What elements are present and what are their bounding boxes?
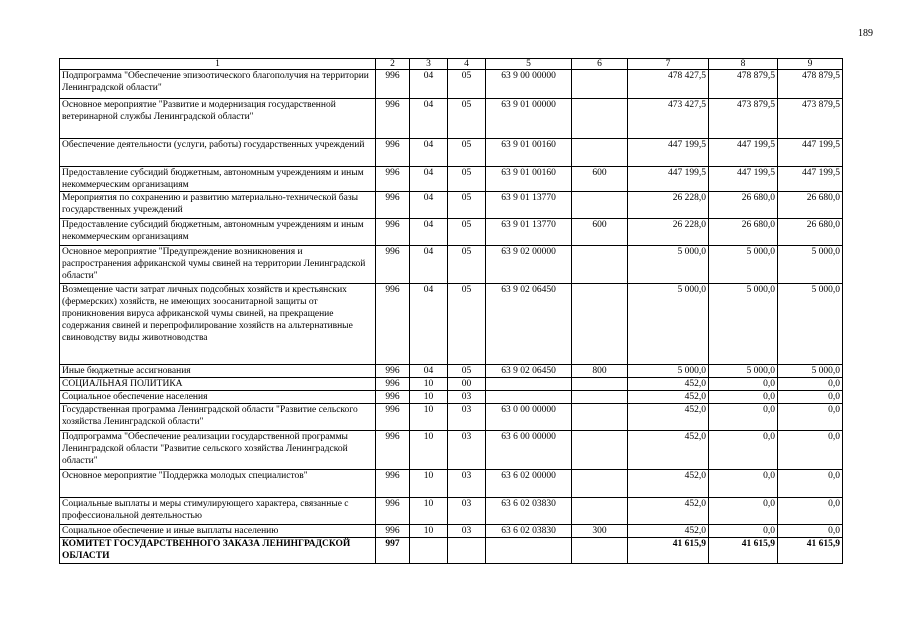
col2-code: 996 <box>376 378 410 391</box>
row-name: Подпрограмма "Обеспечение реализации государственной программы Ленинградской области "Развитие сельского хозяйства Ленинградской области" <box>60 431 376 470</box>
col6-code <box>572 139 628 167</box>
col6-code: 600 <box>572 167 628 192</box>
col7-amount: 447 199,5 <box>628 139 709 167</box>
col4-code: 00 <box>448 378 486 391</box>
col7-amount: 452,0 <box>628 431 709 470</box>
col9-amount: 41 615,9 <box>778 538 843 564</box>
col7-amount: 26 228,0 <box>628 219 709 246</box>
col2-code: 996 <box>376 99 410 139</box>
col9-amount: 0,0 <box>778 470 843 498</box>
table-row <box>60 284 843 365</box>
table-row <box>60 498 843 525</box>
col4-code: 05 <box>448 99 486 139</box>
col6-code <box>572 99 628 139</box>
row-name: СОЦИАЛЬНАЯ ПОЛИТИКА <box>60 378 376 391</box>
col3-code: 04 <box>410 246 448 284</box>
col4-code: 05 <box>448 70 486 99</box>
col3-code: 10 <box>410 431 448 470</box>
col5-code <box>486 538 572 564</box>
col9-amount: 0,0 <box>778 431 843 470</box>
col4-code: 03 <box>448 525 486 538</box>
col8-amount: 26 680,0 <box>709 219 778 246</box>
col3-code: 10 <box>410 378 448 391</box>
col5-code: 63 6 02 03830 <box>486 525 572 538</box>
col8-amount: 26 680,0 <box>709 192 778 219</box>
col3-code <box>410 538 448 564</box>
row-name: Предоставление субсидий бюджетным, автономным учреждениям и иным некоммерческим организациям <box>60 219 376 246</box>
col9-amount: 447 199,5 <box>778 167 843 192</box>
col9-amount: 5 000,0 <box>778 284 843 365</box>
col8-amount: 41 615,9 <box>709 538 778 564</box>
col7-amount: 452,0 <box>628 470 709 498</box>
column-header: 6 <box>572 59 628 70</box>
col9-amount: 478 879,5 <box>778 70 843 99</box>
col3-code: 04 <box>410 99 448 139</box>
col6-code <box>572 404 628 431</box>
col3-code: 04 <box>410 219 448 246</box>
table-row <box>60 365 843 378</box>
col2-code: 996 <box>376 246 410 284</box>
row-name: Мероприятия по сохранению и развитию материально-технической базы государственных учреждений <box>60 192 376 219</box>
col9-amount: 5 000,0 <box>778 246 843 284</box>
col5-code: 63 6 02 03830 <box>486 498 572 525</box>
col3-code: 04 <box>410 139 448 167</box>
col4-code: 05 <box>448 167 486 192</box>
column-header: 9 <box>778 59 843 70</box>
row-name: Основное мероприятие "Предупреждение возникновения и распространения африканской чумы свиней на территории Ленинградской области" <box>60 246 376 284</box>
col3-code: 04 <box>410 167 448 192</box>
col2-code: 997 <box>376 538 410 564</box>
col3-code: 04 <box>410 70 448 99</box>
column-header: 1 <box>60 59 376 70</box>
col4-code: 05 <box>448 246 486 284</box>
table-row <box>60 192 843 219</box>
col7-amount: 41 615,9 <box>628 538 709 564</box>
table-row <box>60 246 843 284</box>
col5-code <box>486 391 572 404</box>
col4-code: 03 <box>448 498 486 525</box>
col9-amount: 447 199,5 <box>778 139 843 167</box>
col6-code <box>572 470 628 498</box>
col3-code: 04 <box>410 284 448 365</box>
table-row <box>60 167 843 192</box>
col5-code: 63 9 01 00000 <box>486 99 572 139</box>
col3-code: 10 <box>410 498 448 525</box>
col8-amount: 5 000,0 <box>709 365 778 378</box>
col5-code: 63 9 02 00000 <box>486 246 572 284</box>
col8-amount: 447 199,5 <box>709 167 778 192</box>
col2-code: 996 <box>376 391 410 404</box>
col2-code: 996 <box>376 404 410 431</box>
col4-code: 05 <box>448 192 486 219</box>
table-row <box>60 378 843 391</box>
col7-amount: 5 000,0 <box>628 284 709 365</box>
row-name: КОМИТЕТ ГОСУДАРСТВЕННОГО ЗАКАЗА ЛЕНИНГРАДСКОЙ ОБЛАСТИ <box>60 538 376 564</box>
table-row <box>60 219 843 246</box>
col6-code <box>572 538 628 564</box>
col8-amount: 0,0 <box>709 470 778 498</box>
row-name: Подпрограмма "Обеспечение эпизоотического благополучия на территории Ленинградской области" <box>60 70 376 99</box>
col2-code: 996 <box>376 284 410 365</box>
row-name: Социальные выплаты и меры стимулирующего характера, связанные с профессиональной деятельностью <box>60 498 376 525</box>
col8-amount: 473 879,5 <box>709 99 778 139</box>
table-row <box>60 70 843 99</box>
col6-code <box>572 192 628 219</box>
col3-code: 10 <box>410 404 448 431</box>
col7-amount: 26 228,0 <box>628 192 709 219</box>
col6-code <box>572 70 628 99</box>
col9-amount: 26 680,0 <box>778 192 843 219</box>
col3-code: 10 <box>410 470 448 498</box>
budget-table <box>59 58 843 564</box>
col9-amount: 473 879,5 <box>778 99 843 139</box>
col5-code: 63 9 02 06450 <box>486 365 572 378</box>
col6-code <box>572 378 628 391</box>
col8-amount: 0,0 <box>709 498 778 525</box>
col5-code: 63 9 00 00000 <box>486 70 572 99</box>
table-row <box>60 139 843 167</box>
col6-code: 300 <box>572 525 628 538</box>
col3-code: 10 <box>410 525 448 538</box>
col6-code <box>572 431 628 470</box>
col2-code: 996 <box>376 498 410 525</box>
column-header: 4 <box>448 59 486 70</box>
col4-code: 05 <box>448 284 486 365</box>
row-name: Иные бюджетные ассигнования <box>60 365 376 378</box>
column-header: 3 <box>410 59 448 70</box>
row-name: Государственная программа Ленинградской области "Развитие сельского хозяйства Ленинградской области" <box>60 404 376 431</box>
row-name: Основное мероприятие "Поддержка молодых специалистов" <box>60 470 376 498</box>
col7-amount: 478 427,5 <box>628 70 709 99</box>
column-header: 8 <box>709 59 778 70</box>
col3-code: 04 <box>410 365 448 378</box>
col5-code: 63 9 01 00160 <box>486 167 572 192</box>
table-row <box>60 538 843 564</box>
col5-code: 63 6 02 00000 <box>486 470 572 498</box>
col9-amount: 5 000,0 <box>778 365 843 378</box>
col7-amount: 452,0 <box>628 391 709 404</box>
table-row <box>60 470 843 498</box>
col7-amount: 5 000,0 <box>628 246 709 284</box>
row-name: Социальное обеспечение населения <box>60 391 376 404</box>
col2-code: 996 <box>376 365 410 378</box>
col8-amount: 0,0 <box>709 391 778 404</box>
col4-code: 05 <box>448 219 486 246</box>
col5-code: 63 9 01 00160 <box>486 139 572 167</box>
col4-code <box>448 538 486 564</box>
col5-code: 63 9 01 13770 <box>486 192 572 219</box>
row-name: Социальное обеспечение и иные выплаты населению <box>60 525 376 538</box>
col9-amount: 0,0 <box>778 404 843 431</box>
col8-amount: 5 000,0 <box>709 246 778 284</box>
col6-code <box>572 284 628 365</box>
col5-code: 63 6 00 00000 <box>486 431 572 470</box>
table-row <box>60 431 843 470</box>
col8-amount: 0,0 <box>709 378 778 391</box>
table-body <box>60 70 843 564</box>
col2-code: 996 <box>376 470 410 498</box>
col4-code: 03 <box>448 470 486 498</box>
col6-code: 600 <box>572 219 628 246</box>
col2-code: 996 <box>376 139 410 167</box>
row-name: Основное мероприятие "Развитие и модернизация государственной ветеринарной службы Ленинградской области" <box>60 99 376 139</box>
col8-amount: 5 000,0 <box>709 284 778 365</box>
col2-code: 996 <box>376 431 410 470</box>
col8-amount: 447 199,5 <box>709 139 778 167</box>
col4-code: 03 <box>448 431 486 470</box>
col5-code <box>486 378 572 391</box>
col3-code: 10 <box>410 391 448 404</box>
col7-amount: 452,0 <box>628 404 709 431</box>
col4-code: 05 <box>448 365 486 378</box>
col8-amount: 478 879,5 <box>709 70 778 99</box>
col5-code: 63 0 00 00000 <box>486 404 572 431</box>
col3-code: 04 <box>410 192 448 219</box>
col7-amount: 5 000,0 <box>628 365 709 378</box>
table-row <box>60 391 843 404</box>
row-name: Предоставление субсидий бюджетным, автономным учреждениям и иным некоммерческим организациям <box>60 167 376 192</box>
col7-amount: 452,0 <box>628 525 709 538</box>
col7-amount: 473 427,5 <box>628 99 709 139</box>
col6-code <box>572 246 628 284</box>
col7-amount: 452,0 <box>628 378 709 391</box>
col2-code: 996 <box>376 167 410 192</box>
col2-code: 996 <box>376 70 410 99</box>
col5-code: 63 9 01 13770 <box>486 219 572 246</box>
table-row <box>60 525 843 538</box>
col9-amount: 0,0 <box>778 525 843 538</box>
col6-code: 800 <box>572 365 628 378</box>
col8-amount: 0,0 <box>709 431 778 470</box>
page-number: 189 <box>858 28 873 39</box>
column-header: 2 <box>376 59 410 70</box>
col9-amount: 26 680,0 <box>778 219 843 246</box>
col9-amount: 0,0 <box>778 498 843 525</box>
col7-amount: 452,0 <box>628 498 709 525</box>
col9-amount: 0,0 <box>778 391 843 404</box>
table-row <box>60 404 843 431</box>
row-name: Возмещение части затрат личных подсобных хозяйств и крестьянских (фермерских) хозяйств, не имеющих зоосанитарной защиты от проникновения вируса африканской чумы свиней, на прекращение содержания свиней и перепрофилирование хозяйств на альтернативные свиноводству виды животноводства <box>60 284 376 365</box>
col5-code: 63 9 02 06450 <box>486 284 572 365</box>
col2-code: 996 <box>376 525 410 538</box>
column-number-row <box>60 59 843 70</box>
col2-code: 996 <box>376 219 410 246</box>
table-row <box>60 99 843 139</box>
col6-code <box>572 498 628 525</box>
col9-amount: 0,0 <box>778 378 843 391</box>
col4-code: 05 <box>448 139 486 167</box>
column-header: 5 <box>486 59 572 70</box>
col8-amount: 0,0 <box>709 404 778 431</box>
col6-code <box>572 391 628 404</box>
col4-code: 03 <box>448 404 486 431</box>
col7-amount: 447 199,5 <box>628 167 709 192</box>
col8-amount: 0,0 <box>709 525 778 538</box>
col2-code: 996 <box>376 192 410 219</box>
column-header: 7 <box>628 59 709 70</box>
row-name: Обеспечение деятельности (услуги, работы) государственных учреждений <box>60 139 376 167</box>
col4-code: 03 <box>448 391 486 404</box>
